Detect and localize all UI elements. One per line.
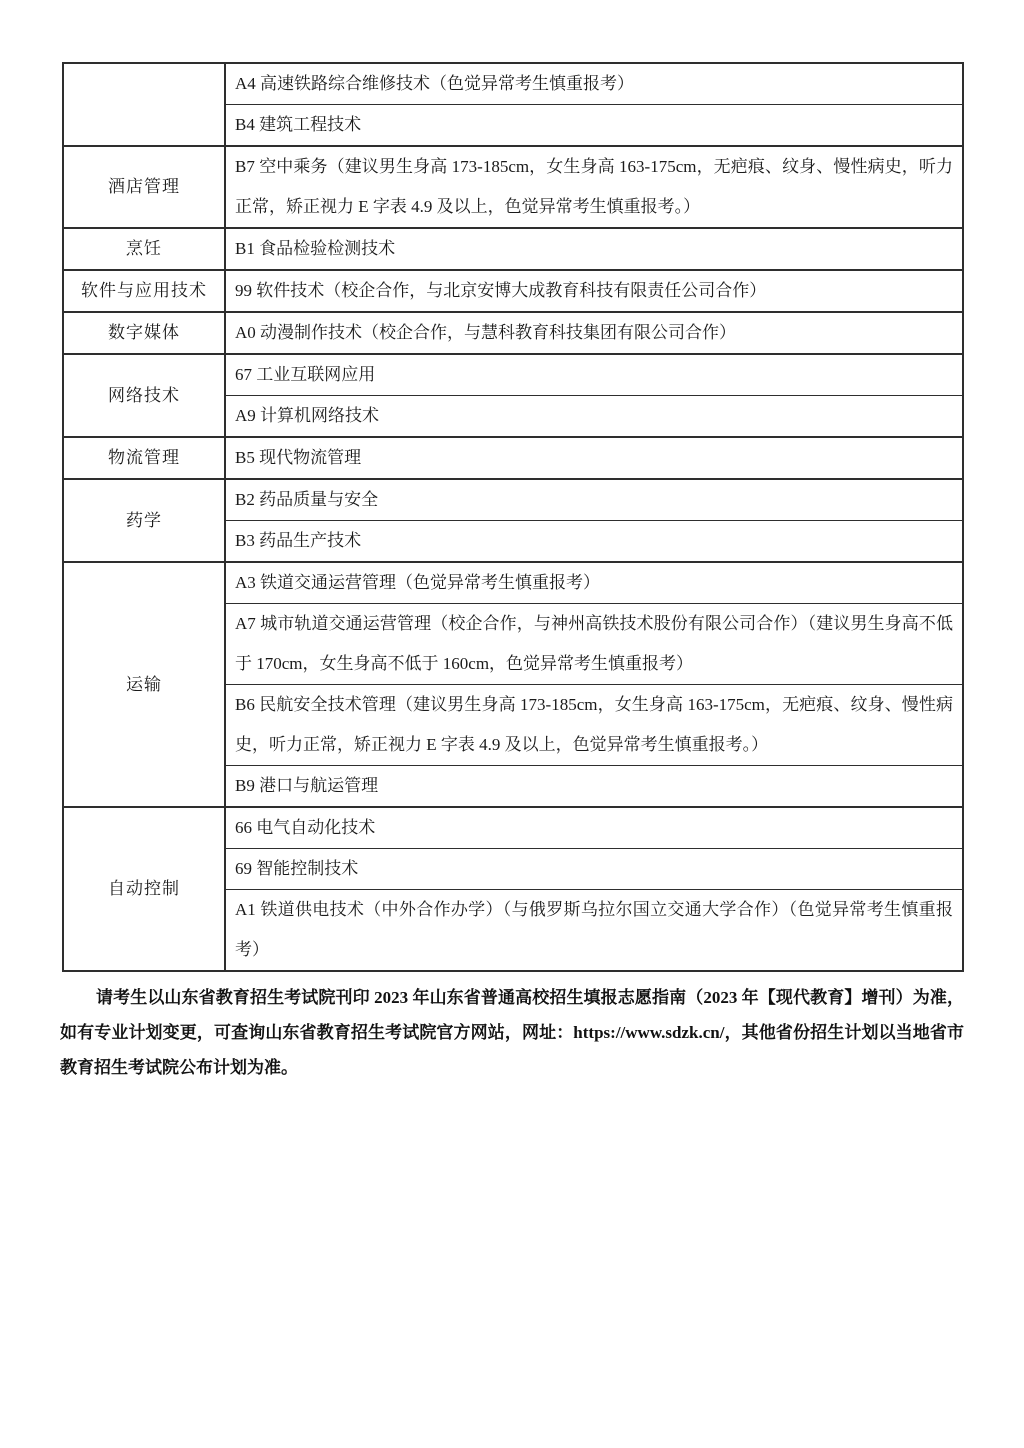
program-cell-list — [226, 313, 962, 353]
category-cell-cooking: 烹饪 — [64, 229, 226, 269]
program-cell-a4: A4 高速铁路综合维修技术（色觉异常考生慎重报考） — [235, 74, 635, 93]
category-cell-network: 网络技术 — [64, 355, 226, 436]
program-cell-a7: A7 城市轨道交通运营管理（校企合作，与神州高铁技术股份有限公司合作）（建议男生身高不低于 170cm，女生身高不低于 160cm，色觉异常考生慎重报考） — [226, 603, 962, 684]
category-cell-auto-control: 自动控制 — [64, 808, 226, 970]
table-group-row — [64, 436, 962, 478]
program-cell-a1: A1 铁道供电技术（中外合作办学）（与俄罗斯乌拉尔国立交通大学合作）（色觉异常考生慎重报考） — [226, 889, 962, 970]
category-cell-digital-media: 数字媒体 — [64, 313, 226, 353]
table-group-row — [64, 269, 962, 311]
category-cell-software: 软件与应用技术 — [64, 271, 226, 311]
category-cell-empty — [64, 64, 226, 145]
program-cell-66: 66 电气自动化技术 — [235, 818, 376, 837]
category-cell-hotel-management: 酒店管理 — [64, 147, 226, 227]
program-cell-list — [226, 271, 962, 311]
program-cell-b4: B4 建筑工程技术 — [226, 104, 962, 145]
table-group-row — [64, 478, 962, 561]
footer-note: 请考生以山东省教育招生考试院刊印 2023 年山东省普通高校招生填报志愿指南（2023 年【现代教育】增刊）为准，如有专业计划变更，可查询山东省教育招生考试院官方网站，网址：https://www.sdzk.cn/，其他省份招生计划以当地省市教育招生考试院公布计划为准。 — [60, 988, 964, 1077]
program-cell-list — [226, 438, 962, 478]
program-cell-b6: B6 民航安全技术管理（建议男生身高 173-185cm，女生身高 163-175cm，无疤痕、纹身、慢性病史，听力正常，矫正视力 E 字表 4.9 及以上，色觉异常考生慎重报考。） — [226, 684, 962, 765]
program-cell-b1: B1 食品检验检测技术 — [235, 239, 396, 258]
program-cell-list — [226, 355, 962, 436]
table-group-row — [64, 353, 962, 436]
program-cell-a3: A3 铁道交通运营管理（色觉异常考生慎重报考） — [235, 573, 601, 592]
category-cell-transport: 运输 — [64, 563, 226, 806]
program-cell-b3: B3 药品生产技术 — [226, 520, 962, 561]
table-group-row — [64, 227, 962, 269]
program-cell-list — [226, 64, 962, 145]
program-cell-69: 69 智能控制技术 — [226, 848, 962, 889]
category-cell-logistics: 物流管理 — [64, 438, 226, 478]
program-table — [62, 62, 964, 972]
table-group-row — [64, 64, 962, 145]
program-cell-99: 99 软件技术（校企合作，与北京安博大成教育科技有限责任公司合作） — [235, 281, 767, 300]
page-content — [62, 62, 964, 1085]
program-cell-list — [226, 229, 962, 269]
program-cell-list — [226, 480, 962, 561]
program-cell-list — [226, 563, 962, 806]
program-cell-list — [226, 808, 962, 970]
program-cell-a9: A9 计算机网络技术 — [226, 395, 962, 436]
program-cell-b7: B7 空中乘务（建议男生身高 173-185cm，女生身高 163-175cm，无疤痕、纹身、慢性病史，听力正常，矫正视力 E 字表 4.9 及以上，色觉异常考生慎重报考。） — [235, 157, 953, 216]
program-cell-67: 67 工业互联网应用 — [235, 365, 376, 384]
program-cell-list — [226, 147, 962, 227]
category-cell-pharmacy: 药学 — [64, 480, 226, 561]
program-cell-a0: A0 动漫制作技术（校企合作，与慧科教育科技集团有限公司合作） — [235, 323, 737, 342]
table-group-row — [64, 311, 962, 353]
program-cell-b9: B9 港口与航运管理 — [226, 765, 962, 806]
program-cell-b5: B5 现代物流管理 — [235, 448, 362, 467]
table-group-row — [64, 561, 962, 806]
table-group-row — [64, 145, 962, 227]
table-group-row — [64, 806, 962, 970]
program-cell-b2: B2 药品质量与安全 — [235, 490, 379, 509]
